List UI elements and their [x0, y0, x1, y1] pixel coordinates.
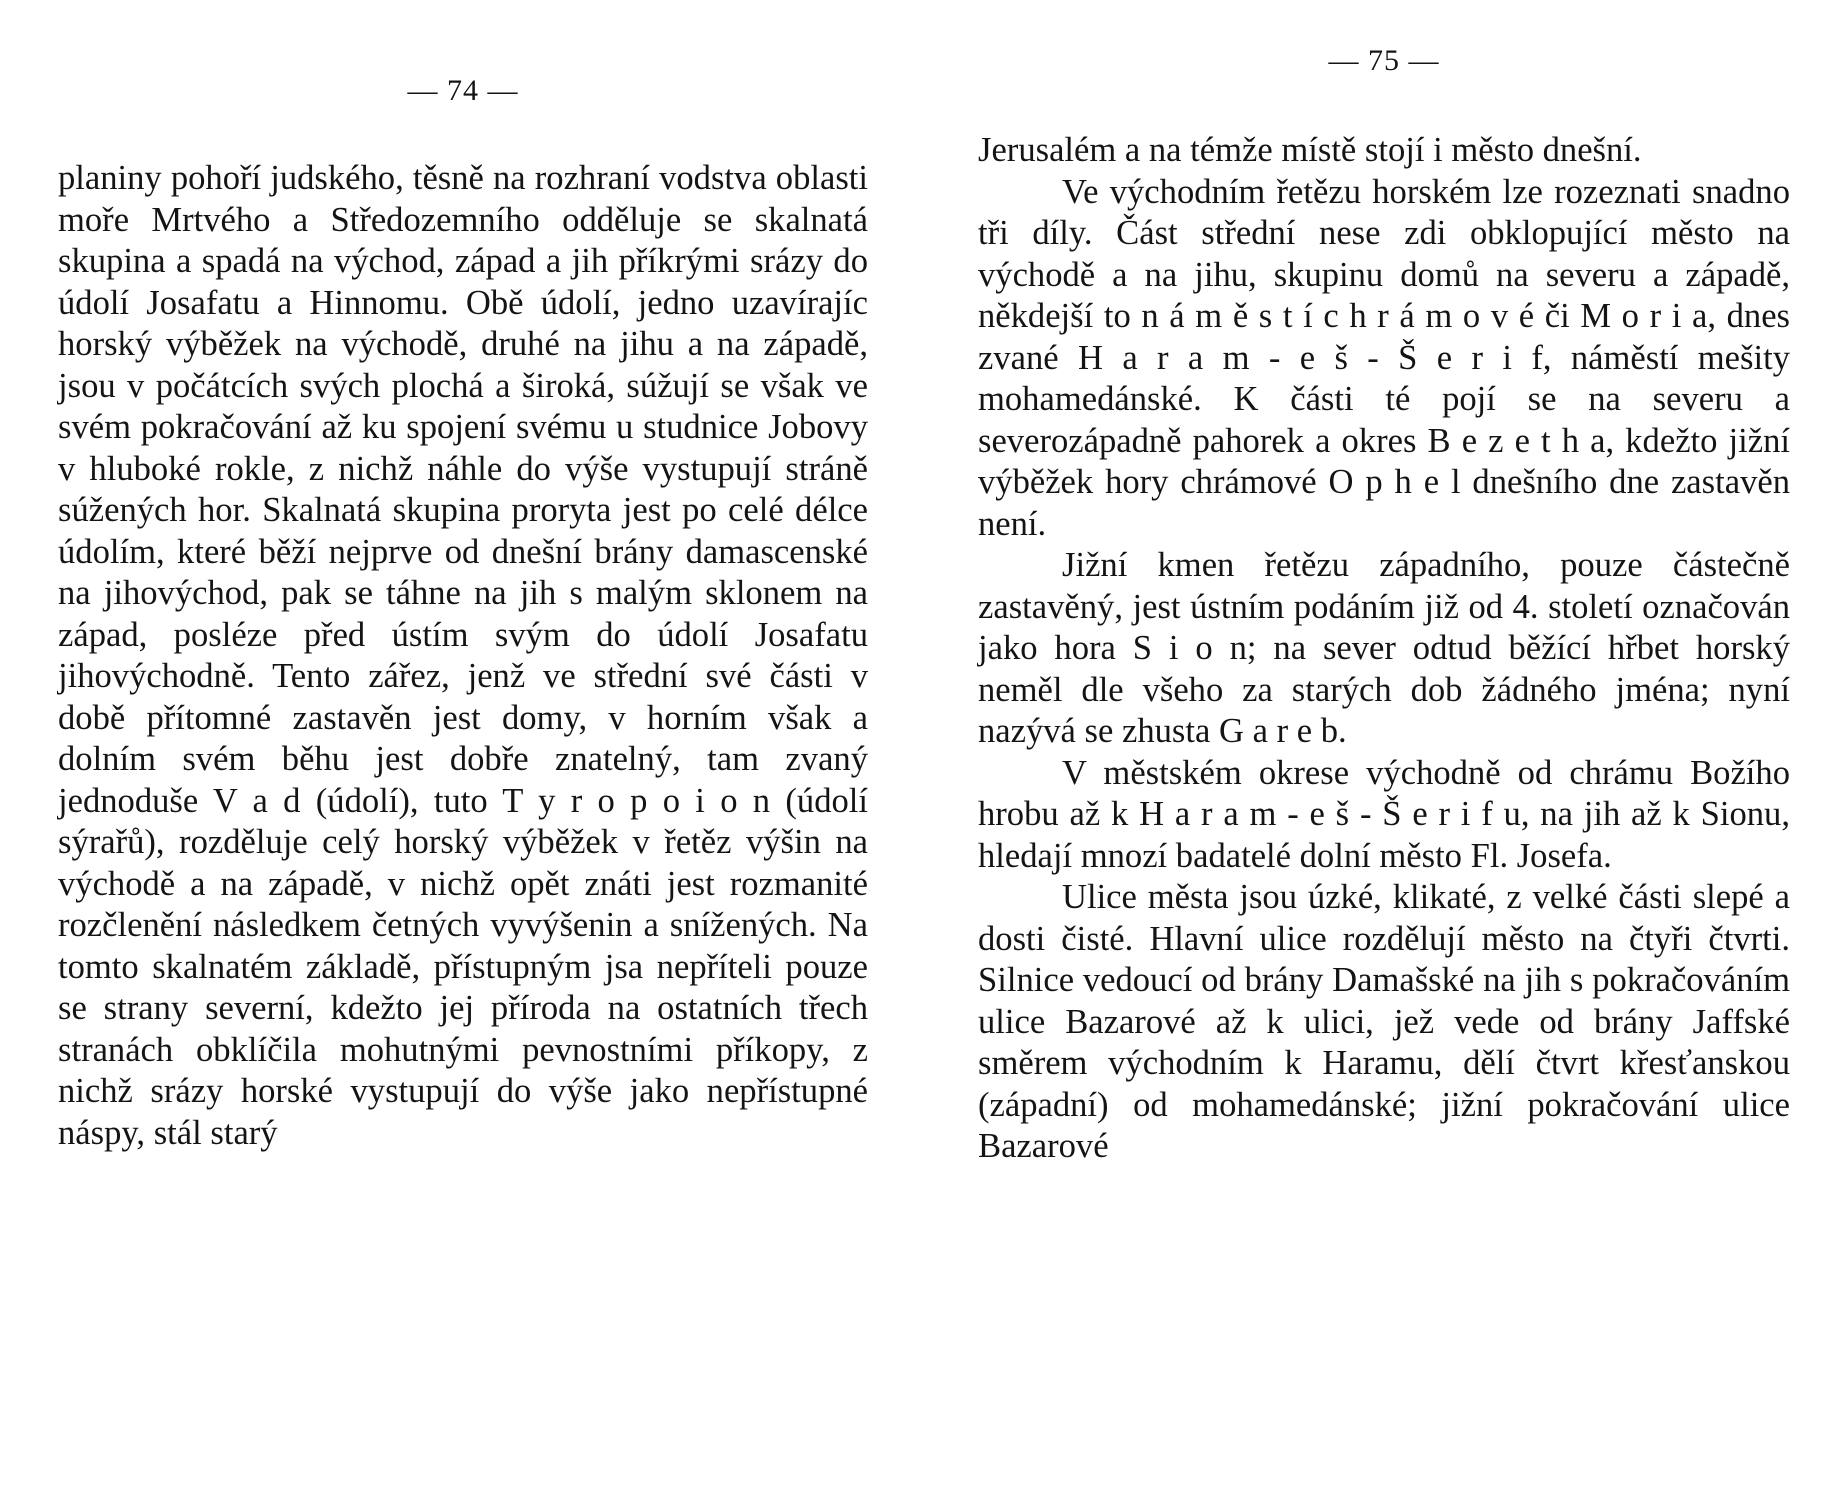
paragraph: Jižní kmen řetězu západního, pouze částečně zastavěný, jest ústním podáním již od 4. století označován jako hora S i o n; na sever odtud běžící hřbet horský neměl dle všeho za starých dob žádného jména; nyní nazývá se zhusta G a r e b.	[978, 546, 1790, 750]
paragraph: planiny pohoří judského, těsně na rozhraní vodstva oblasti moře Mrtvého a Středozemního odděluje se skalnatá skupina a spadá na východ, západ a jih příkrými srázy do údolí Josafatu a Hinnomu. Obě údolí, jedno uzavírajíc horský výběžek na východě, druhé na jihu a na západě, jsou v počátcích svých plochá a široká, súžují se však ve svém pokračování až ku spojení svému u studnice Jobovy v hluboké rokle, z nichž náhle do výše vystupují stráně súžených hor. Skalnatá skupina proryta jest po celé délce údolím, které běží nejprve od dnešní brány damascenské na jihovýchod, pak se táhne na jih s malým sklonem na západ, posléze před ústím svým do údolí Josafatu jihovýchodně. Tento zářez, jenž ve střední své části v době přítomné zastavěn jest domy, v horním však a dolním svém běhu jest dobře znatelný, tam zvaný jednoduše V a d (údolí), tuto T y r o p o i o n (údolí sýrařů), rozděluje celý horský výběžek v řetěz výšin na východě a na západě, v nichž opět znáti jest rozmanité rozčlenění následkem četných vyvýšenin a snížených. Na tomto skalnatém základě, přístupným jsa nepříteli pouze se strany severní, kdežto jej příroda na ostatních třech stranách obklíčila mohutnými pevnostními příkopy, z nichž srázy horské vystupují do výše jako nepřístupné náspy, stál starý	[58, 159, 868, 1152]
right-page-text	[978, 130, 1790, 1168]
paragraph: Ulice města jsou úzké, klikaté, z velké části slepé a dosti čisté. Hlavní ulice rozdělují město na čtyři čtvrti. Silnice vedoucí od brány Damašské na jih s pokračováním ulice Bazarové až k ulici, jež vede od brány Jaffské směrem východním k Haramu, dělí čtvrt křesťanskou (západní) od mohamedánské; jižní pokračování ulice Bazarové	[978, 878, 1790, 1165]
left-page-text	[58, 158, 868, 1154]
page-number-74: — 74 —	[407, 74, 519, 107]
paragraph: Jerusalém a na témže místě stojí i město dnešní.	[978, 131, 1642, 169]
paragraph: Ve východním řetězu horském lze rozeznati snadno tři díly. Část střední nese zdi obklopující město na východě a na jihu, skupinu domů na severu a západě, někdejší to n á m ě s t í c h r á m o v é či M o r i a, dnes zvané H a r a m - e š - Š e r i f, náměstí mešity mohamedánské. K části té pojí se na severu a severozápadně pahorek a okres B e z e t h a, kdežto jižní výběžek hory chrámové O p h e l dnešního dne zastavěn není.	[978, 172, 1790, 543]
page-number-75: — 75 —	[1328, 44, 1440, 77]
paragraph: V městském okrese východně od chrámu Božího hrobu až k H a r a m - e š - Š e r i f u, na jih až k Sionu, hledají mnozí badatelé dolní město Fl. Josefa.	[978, 753, 1790, 875]
